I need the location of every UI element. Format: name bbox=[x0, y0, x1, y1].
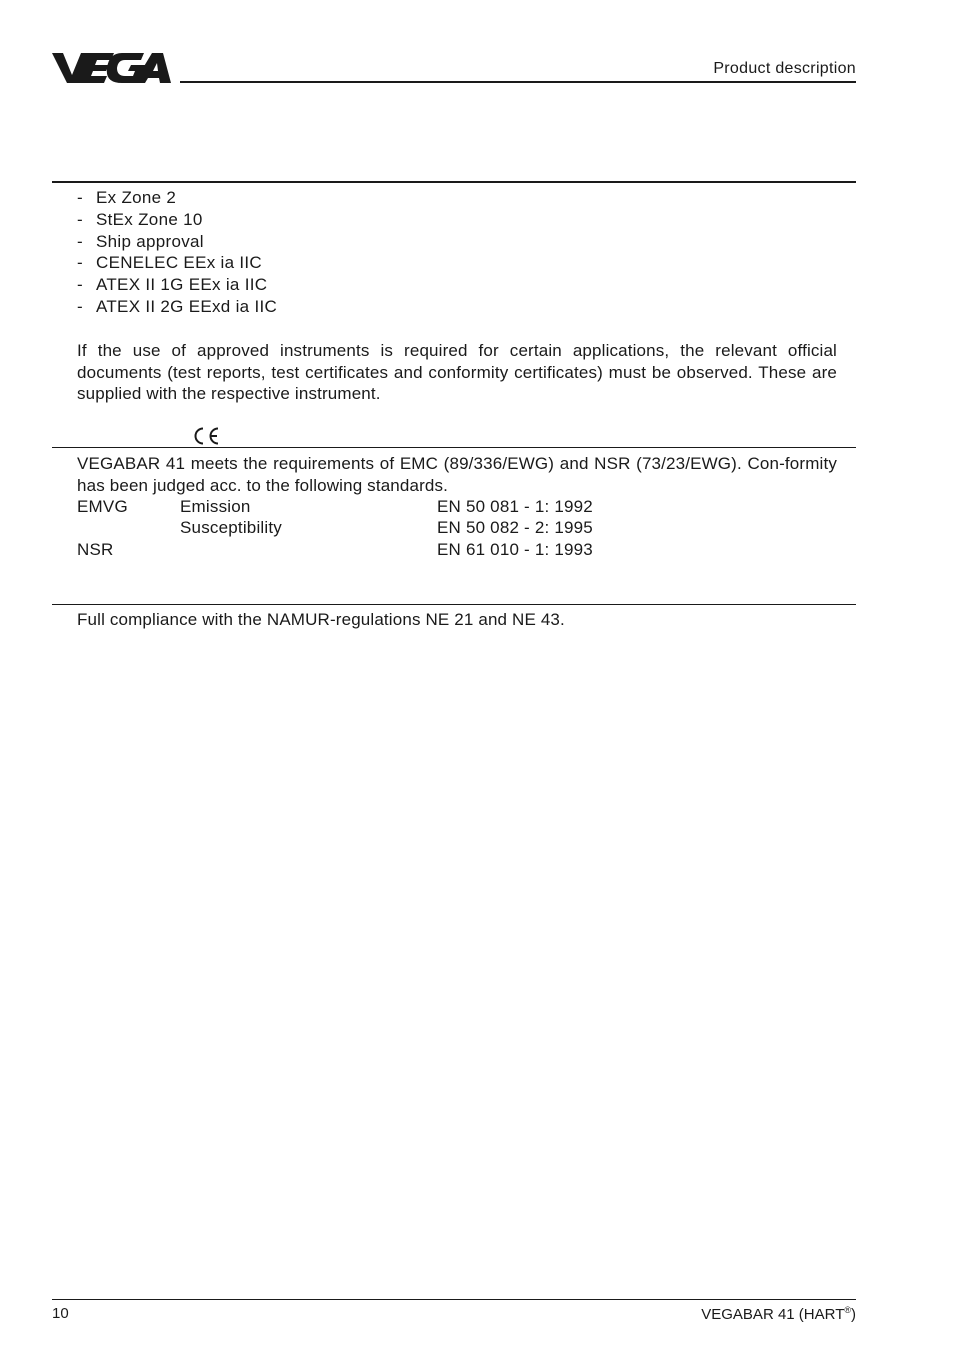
ce-intro: VEGABAR 41 meets the requirements of EMC (89/336/EWG) and NSR (73/23/EWG). Con-formity has been judged acc. to the following standards. bbox=[77, 454, 837, 495]
standard-row: NSR EN 61 010 - 1: 1993 bbox=[77, 540, 593, 559]
header-rule bbox=[180, 81, 856, 83]
standard-row: Susceptibility EN 50 082 - 2: 1995 bbox=[180, 518, 593, 537]
section-title: Product description bbox=[713, 60, 856, 77]
list-item: - ATEX II 2G EExd ia IIC bbox=[77, 296, 278, 316]
list-item: - ATEX II 1G EEx ia IIC bbox=[77, 275, 268, 295]
list-item: - StEx Zone 10 bbox=[77, 209, 203, 229]
standard-row: EMVG Emission EN 50 081 - 1: 1992 bbox=[77, 497, 593, 516]
approvals-note: If the use of approved instruments is required for certain applications, the relevant official documents (test reports, test certificates and conformity certificates) must be observed. These are supplied with the respective instrument. bbox=[77, 341, 837, 404]
list-item: - CENELEC EEx ia IIC bbox=[77, 253, 263, 273]
approvals-list bbox=[77, 187, 277, 318]
footer-product: VEGABAR 41 (HART®) bbox=[701, 1305, 856, 1323]
list-item: - Ship approval bbox=[77, 231, 204, 251]
ce-mark-icon bbox=[190, 426, 222, 446]
namur-text: Full compliance with the NAMUR-regulations NE 21 and NE 43. bbox=[77, 610, 565, 629]
page-number: 10 bbox=[52, 1305, 69, 1322]
vega-logo bbox=[52, 50, 172, 86]
section-divider bbox=[52, 181, 856, 183]
section-divider bbox=[52, 604, 856, 605]
footer-rule bbox=[52, 1299, 856, 1300]
list-item: - Ex Zone 2 bbox=[77, 188, 177, 207]
section-divider bbox=[52, 447, 856, 448]
